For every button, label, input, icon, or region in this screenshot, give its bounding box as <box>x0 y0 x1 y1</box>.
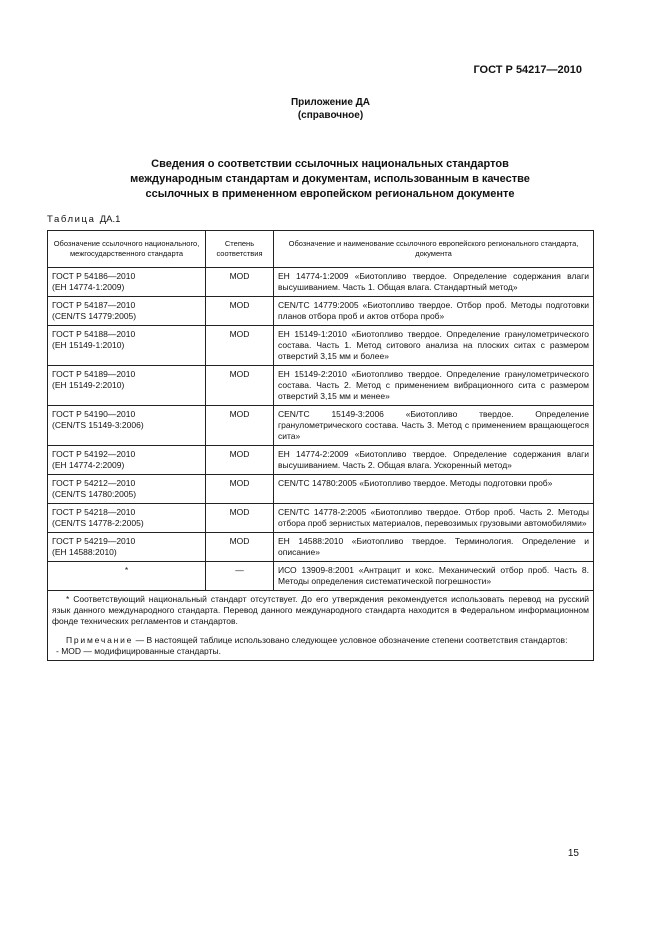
related-standard-code: (CEN/TS 14779:2005) <box>52 311 137 321</box>
title-line: Сведения о соответствии ссылочных национальных стандартов <box>151 158 509 170</box>
degree-cell: — <box>206 562 274 591</box>
degree-cell: MOD <box>206 268 274 297</box>
header-degree: Степень соответствия <box>206 231 274 268</box>
header-national-standard: Обозначение ссылочного национального, межгосударственного стандарта <box>48 231 206 268</box>
related-standard-code: (ЕН 15149-1:2010) <box>52 340 125 350</box>
table-footer <box>48 591 594 661</box>
degree-cell: MOD <box>206 533 274 562</box>
national-standard-cell <box>48 562 206 591</box>
national-standard-cell <box>48 297 206 326</box>
european-standard-cell: ЕН 15149-1:2010 «Биотопливо твердое. Определение гранулометрического состава. Часть 1. Метод ситового анализа на плоских ситах с размером отверстий 3,15 мм и более» <box>274 326 594 366</box>
table-row <box>48 366 594 406</box>
table-label-number: ДА.1 <box>99 214 121 225</box>
table-row <box>48 446 594 475</box>
degree-cell: MOD <box>206 504 274 533</box>
european-standard-cell: CEN/TC 14778-2:2005 «Биотопливо твердое. Отбор проб. Часть 2. Методы отбора проб зернистых материалов, перевозимых грузовыми автомобилями» <box>274 504 594 533</box>
national-standard-cell <box>48 533 206 562</box>
related-standard-code: (ЕН 15149-2:2010) <box>52 380 125 390</box>
document-code: ГОСТ Р 54217—2010 <box>473 64 582 76</box>
table-label-word: Таблица <box>47 214 96 225</box>
table-row <box>48 504 594 533</box>
national-standard-cell <box>48 268 206 297</box>
table-row <box>48 406 594 446</box>
related-standard-code: (ЕН 14774-2:2009) <box>52 460 125 470</box>
table-body <box>48 268 594 591</box>
european-standard-cell: CEN/TC 15149-3:2006 «Биотопливо твердое. Определение гранулометрического состава. Часть 3. Метод с применением вращающегося сита» <box>274 406 594 446</box>
european-standard-cell: ЕН 14588:2010 «Биотопливо твердое. Терминология. Определение и описание» <box>274 533 594 562</box>
table-row <box>48 326 594 366</box>
note-item: - MOD — модифицированные стандарты. <box>56 646 221 656</box>
european-standard-cell: ЕН 14774-2:2009 «Биотопливо твердое. Определение содержания влаги высушиванием. Часть 2. Общая влага. Ускоренный метод» <box>274 446 594 475</box>
national-standard-cell <box>48 504 206 533</box>
european-standard-cell: CEN/TC 14779:2005 «Биотопливо твердое. Отбор проб. Методы подготовки планов отбора проб и актов отбора проб» <box>274 297 594 326</box>
european-standard-cell: ИСО 13909-8:2001 «Антрацит и кокс. Механический отбор проб. Часть 8. Методы определения систематической погрешности» <box>274 562 594 591</box>
degree-cell: MOD <box>206 406 274 446</box>
european-standard-cell: ЕН 14774-1:2009 «Биотопливо твердое. Определение содержания влаги высушиванием. Часть 1. Общая влага. Стандартный метод» <box>274 268 594 297</box>
note-text: — В настоящей таблице использовано следующее условное обозначение степени соответствия стандартов: <box>135 635 568 645</box>
appendix-heading <box>0 96 661 122</box>
national-standard-code: ГОСТ Р 54189—2010 <box>52 369 136 379</box>
title-line: международным стандартам и документам, использованным в качестве <box>130 173 530 185</box>
national-standard-cell <box>48 406 206 446</box>
header-european-standard: Обозначение и наименование ссылочного европейского регионального стандарта, документа <box>274 231 594 268</box>
national-standard-code: ГОСТ Р 54186—2010 <box>52 271 136 281</box>
appendix-subtitle: (справочное) <box>297 110 364 121</box>
correspondence-table <box>47 230 594 661</box>
national-standard-code: * <box>124 565 129 575</box>
table-row <box>48 268 594 297</box>
section-title <box>80 157 580 202</box>
related-standard-code: (ЕН 14588:2010) <box>52 547 117 557</box>
related-standard-code: (CEN/TS 15149-3:2006) <box>52 420 144 430</box>
related-standard-code: (CEN/TS 14778-2:2005) <box>52 518 144 528</box>
table-row <box>48 562 594 591</box>
national-standard-cell <box>48 326 206 366</box>
page-number: 15 <box>567 848 579 859</box>
degree-cell: MOD <box>206 446 274 475</box>
note <box>52 635 589 646</box>
european-standard-cell: ЕН 15149-2:2010 «Биотопливо твердое. Определение гранулометрического состава. Часть 2. Метод с применением вибрационного сита с размером отверстий 3,15 мм и менее» <box>274 366 594 406</box>
table-label <box>47 214 120 225</box>
table-row <box>48 533 594 562</box>
national-standard-cell <box>48 475 206 504</box>
appendix-title: Приложение ДА <box>290 97 371 108</box>
degree-cell: MOD <box>206 366 274 406</box>
degree-cell: MOD <box>206 475 274 504</box>
related-standard-code: (CEN/TS 14780:2005) <box>52 489 137 499</box>
national-standard-code: ГОСТ Р 54212—2010 <box>52 478 136 488</box>
national-standard-code: ГОСТ Р 54219—2010 <box>52 536 136 546</box>
table-row <box>48 475 594 504</box>
table-header-row <box>48 231 594 268</box>
related-standard-code: (ЕН 14774-1:2009) <box>52 282 125 292</box>
table-row <box>48 297 594 326</box>
national-standard-code: ГОСТ Р 54192—2010 <box>52 449 136 459</box>
footnote: * Соответствующий национальный стандарт отсутствует. До его утверждения рекомендуется использовать перевод на русский язык данного международного стандарта. Перевод данного международного стандарта находится в Федеральном информационном фонде технических регламентов и стандартов. <box>52 594 589 626</box>
note-label: Примечание <box>66 635 134 645</box>
national-standard-code: ГОСТ Р 54190—2010 <box>52 409 136 419</box>
degree-cell: MOD <box>206 326 274 366</box>
national-standard-code: ГОСТ Р 54218—2010 <box>52 507 136 517</box>
title-line: ссылочных в примененном европейском региональном документе <box>145 188 515 200</box>
national-standard-code: ГОСТ Р 54188—2010 <box>52 329 136 339</box>
european-standard-cell: CEN/TC 14780:2005 «Биотопливо твердое. Методы подготовки проб» <box>274 475 594 504</box>
national-standard-cell <box>48 446 206 475</box>
degree-cell: MOD <box>206 297 274 326</box>
national-standard-cell <box>48 366 206 406</box>
national-standard-code: ГОСТ Р 54187—2010 <box>52 300 136 310</box>
table-footer-row <box>48 591 594 661</box>
